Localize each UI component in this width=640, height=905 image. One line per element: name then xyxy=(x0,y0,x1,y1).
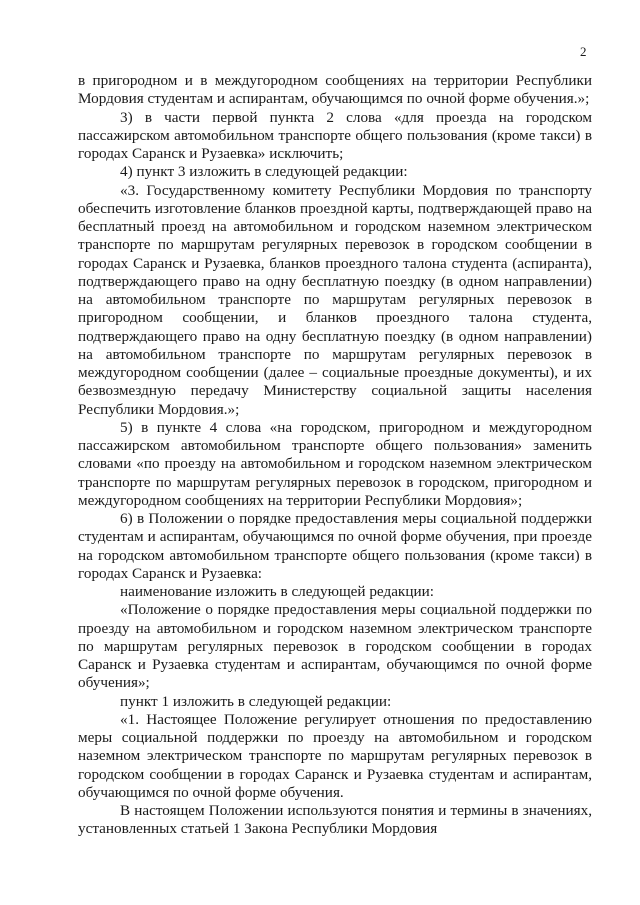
document-body xyxy=(78,72,592,839)
paragraph-item-4-text: «3. Государственному комитету Республики Мордовия по транспорту обеспечить изготовление бланков проездной карты, подтверждающей право на бесплатный проезд на автомобильном и городском наземном электрическом транспорте по маршрутам регулярных перевозок в городском сообщении в городах Саранск и Рузаевка, бланков проездного талона студента (аспиранта), подтверждающего право на одну бесплатную поездку (в одном направлении) на автомобильном транспорте по маршрутам регулярных перевозок в пригородном сообщении, и бланков проездного талона студента, подтверждающего право на одну бесплатную поездку (в одном направлении) на автомобильном транспорте по маршрутам регулярных перевозок в междугородном сообщении (далее – социальные проездные документы), и их безвозмездную передачу Министерству социальной защиты населения Республики Мордовия.»; xyxy=(78,181,592,418)
paragraph-item-3: 3) в части первой пункта 2 слова «для проезда на городском пассажирском автомобильном транспорте общего пользования (кроме такси) в городах Саранск и Рузаевка» исключить; xyxy=(78,108,592,162)
paragraph-point-1-text: «1. Настоящее Положение регулирует отношения по предоставлению меры социальной поддержки по проезду на автомобильном и городском наземном электрическом транспорте по маршрутам регулярных перевозок в городском сообщении в городах Саранск и Рузаевка студентам и аспирантам, обучающимся по очной форме обучения. xyxy=(78,710,592,801)
paragraph-terms: В настоящем Положении используются понятия и термины в значениях, установленных статьей 1 Закона Республики Мордовия xyxy=(78,802,592,838)
paragraph-continuation: в пригородном и в междугородном сообщениях на территории Республики Мордовия студентам и аспирантам, обучающимся по очной форме обучения.»; xyxy=(78,72,592,108)
paragraph-new-title: «Положение о порядке предоставления меры социальной поддержки по проезду на автомобильном и городском наземном электрическом транспорте по маршрутам регулярных перевозок в городском сообщении в городах Саранск и Рузаевка студентам и аспирантам, обучающимся по очной форме обучения»; xyxy=(78,601,592,692)
paragraph-item-5: 5) в пункте 4 слова «на городском, пригородном и междугородном пассажирском автомобильном транспорте общего пользования» заменить словами «по проезду на автомобильном и городском наземном электрическом транспорте по маршрутам регулярных перевозок в городском, пригородном и междугородном сообщениях на территории Республики Мордовия»; xyxy=(78,418,592,509)
page-number: 2 xyxy=(580,44,587,59)
paragraph-item-4: 4) пункт 3 изложить в следующей редакции: xyxy=(120,163,408,181)
paragraph-item-6: 6) в Положении о порядке предоставления меры социальной поддержки студентам и аспирантам, обучающимся по очной форме обучения, при проезде на городском автомобильном транспорте общего пользования (кроме такси) в городах Саранск и Рузаевка: xyxy=(78,510,592,582)
paragraph-title-instruction: наименование изложить в следующей редакции: xyxy=(120,583,434,600)
paragraph-point-1-instruction: пункт 1 изложить в следующей редакции: xyxy=(120,692,392,710)
